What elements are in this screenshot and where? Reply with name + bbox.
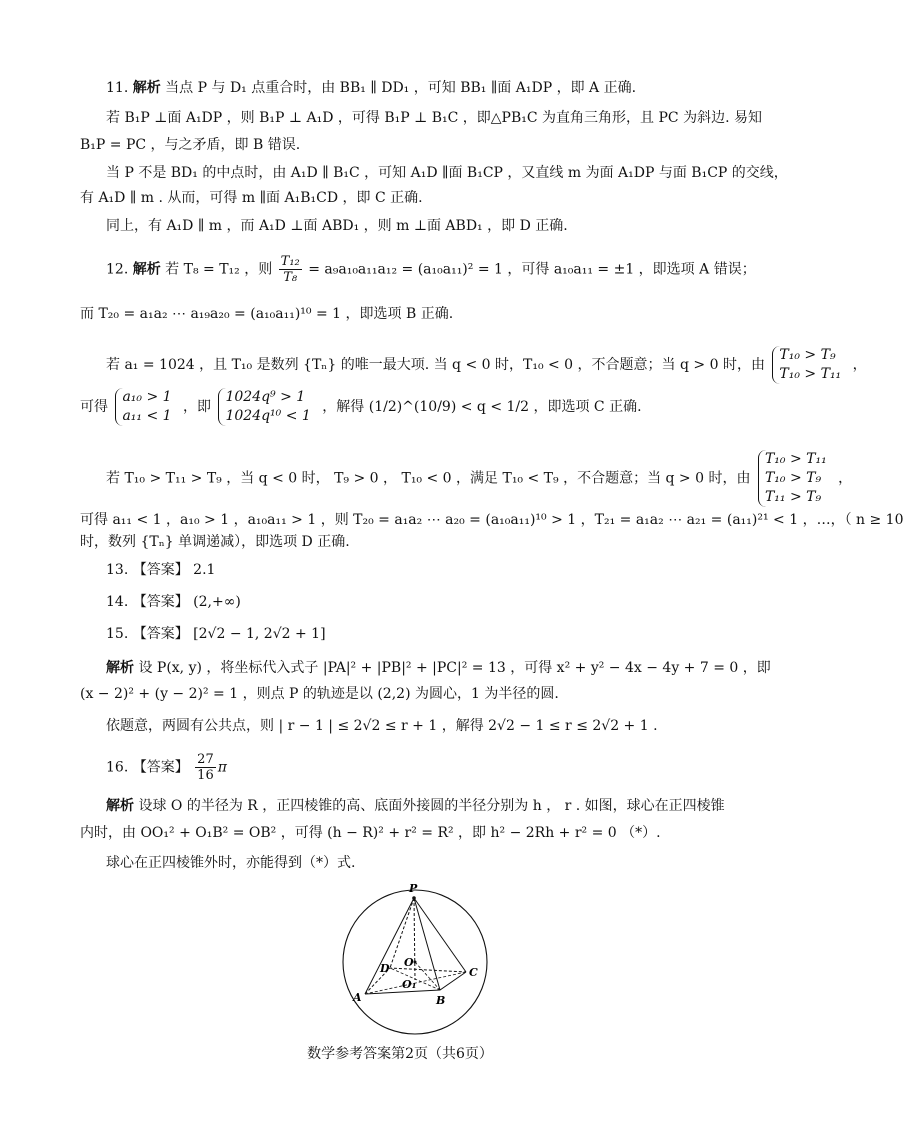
p12-line-2: 而 T₂₀ = a₁a₂ ⋯ a₁₉a₂₀ = (a₁₀a₁₁)¹⁰ = 1 ，即选项 B 正确. <box>80 306 454 322</box>
p11-line-3: B₁P = PC ，与之矛盾，即 B 错误. <box>80 137 301 153</box>
p12-system-2-row: a₁₁ < 1 <box>122 408 172 424</box>
sphere-pyramid-figure <box>340 880 490 1040</box>
p16-label: 解析 <box>106 798 134 814</box>
answer-14 <box>106 592 241 612</box>
answer-14-number: 14. <box>106 594 129 610</box>
p16-line-2: 内时，由 OO₁² + O₁B² = OB² ，可得 (h − R)² + r² = R² ，即 h² − 2Rh + r² = 0 （*）. <box>80 825 661 841</box>
answer-16-fraction <box>195 752 216 783</box>
edge-PB <box>414 898 440 990</box>
p12-line-1 <box>106 254 756 285</box>
p15-line-3: 依题意，两圆有公共点，则 | r − 1 | ≤ 2√2 ≤ r + 1 ，解得 2√2 − 1 ≤ r ≤ 2√2 + 1 . <box>106 718 658 734</box>
p15-text-1: 设 P(x, y) ，将坐标代入式子 |PA|² + |PB|² + |PC|² = 13 ，可得 x² + y² − 4x − 4y + 7 = 0 ，即 <box>138 660 771 676</box>
answer-16-pi: π <box>217 759 227 776</box>
p12-system-2 <box>115 388 175 426</box>
p12-system-4 <box>758 450 831 507</box>
p16-line-3: 球心在正四棱锥外时，亦能得到（*）式. <box>106 855 356 871</box>
p12-system-4-row: T₁₁ > T₉ <box>764 489 822 505</box>
label-P: P <box>409 882 418 895</box>
p11-text-1: 当点 P 与 D₁ 点重合时，由 BB₁ ∥ DD₁ ，可知 BB₁ ∥面 A₁DP ，即 A 正确. <box>165 80 637 96</box>
p12-fraction-numerator: T₁₂ <box>280 254 300 269</box>
p12-system-4-row: T₁₀ > T₁₁ <box>764 451 827 467</box>
answer-15 <box>106 624 326 644</box>
p12-system-3 <box>218 388 314 426</box>
height-PO1 <box>414 898 415 980</box>
page-footer: 数学参考答案第2页（共6页） <box>307 1046 493 1062</box>
answer-14-value: (2,+∞) <box>193 594 241 610</box>
p12-system-1-row: T₁₀ > T₁₁ <box>779 366 842 382</box>
p12-text-1b: = a₉a₁₀a₁₁a₁₂ = (a₁₀a₁₁)² = 1 ，可得 a₁₀a₁₁ = ±1 ，即选项 A 错误； <box>308 261 756 278</box>
p11-line-6: 同上，有 A₁D ∥ m ，而 A₁D ⊥面 ABD₁ ，则 m ⊥面 ABD₁ ，即 D 正确. <box>106 218 568 234</box>
answer-13-number: 13. <box>106 562 129 578</box>
label-O: O <box>404 956 414 969</box>
p16-line-1 <box>106 796 725 816</box>
p12-system-3-row: 1024q¹⁰ < 1 <box>225 408 311 424</box>
p12-system-1 <box>772 346 845 384</box>
answer-16 <box>106 752 227 783</box>
p12-line-7: 时，数列 {Tₙ} 单调递减），即选项 D 正确. <box>80 534 350 550</box>
label-A: A <box>353 991 362 1004</box>
label-C: C <box>469 966 478 979</box>
answer-15-label: 【答案】 <box>132 626 189 642</box>
answer-14-label: 【答案】 <box>132 594 189 610</box>
label-O1: O₁ <box>402 978 417 991</box>
apex-point <box>412 896 416 900</box>
answer-15-number: 15. <box>106 626 129 642</box>
p12-text-1a: 若 T₈ = T₁₂ ，则 <box>165 261 273 278</box>
answer-13 <box>106 560 215 580</box>
edge-PC <box>414 898 466 972</box>
p12-line-5: 若 T₁₀ > T₁₁ > T₉ ，当 q < 0 时， T₉ > 0 ， T₁₀ < 0 ，满足 T₁₀ < T₉ ，不合题意；当 q > 0 时，由 T₁₀ > T₁₁ T₁₀ > T₉ T₁₁ > T₉ ， <box>106 451 853 505</box>
p11-line-4: 当 P 不是 BD₁ 的中点时，由 A₁D ∥ B₁C ，可知 A₁D ∥面 B₁CP ，又直线 m 为面 A₁DP 与面 B₁CP 的交线， <box>106 165 788 181</box>
p15-line-1 <box>106 658 771 678</box>
p12-fraction <box>279 254 302 285</box>
p12-system-4-row: T₁₀ > T₉ <box>764 470 822 486</box>
answer-13-label: 【答案】 <box>132 562 189 578</box>
p12-line-6: 可得 a₁₁ < 1 ，a₁₀ > 1 ，a₁₀a₁₁ > 1 ，则 T₂₀ = a₁a₂ ⋯ a₂₀ = (a₁₀a₁₁)¹⁰ > 1 ，T₂₁ = a₁a₂ ⋯ a₂₁ = (a₁₁)²¹ < 1 ，…，（ n ≥ 10 <box>80 512 903 528</box>
answer-15-value: [2√2 − 1, 2√2 + 1] <box>193 626 326 642</box>
label-B: B <box>436 994 446 1007</box>
p12-text-4c: ，解得 (1/2)^(10/9) < q < 1/2 ，即选项 C 正确. <box>322 399 642 415</box>
p16-text-1: 设球 O 的半径为 R ，正四棱锥的高、底面外接圆的半径分别为 h ， r . 如图，球心在正四棱锥 <box>138 798 725 814</box>
p12-text-3: 若 a₁ = 1024 ，且 T₁₀ 是数列 {Tₙ} 的唯一最大项. 当 q < 0 时，T₁₀ < 0 ，不合题意；当 q > 0 时，由 <box>106 357 765 373</box>
label-D: D <box>380 962 390 975</box>
answer-16-numerator: 27 <box>197 752 214 767</box>
p12-text-5: 若 T₁₀ > T₁₁ > T₉ ，当 q < 0 时， T₉ > 0 ， T₁₀ < 0 ，满足 T₁₀ < T₉ ，不合题意；当 q > 0 时，由 <box>106 470 751 487</box>
answer-16-label: 【答案】 <box>132 759 189 776</box>
p12-line-3: 若 a₁ = 1024 ，且 T₁₀ 是数列 {Tₙ} 的唯一最大项. 当 q < 0 时，T₁₀ < 0 ，不合题意；当 q > 0 时，由 T₁₀ > T₉ T₁₀ > T₁₁ ， <box>106 347 867 382</box>
answer-16-denominator: 16 <box>197 768 214 783</box>
p12-system-3-row: 1024q⁹ > 1 <box>225 389 306 405</box>
p15-line-2: (x − 2)² + (y − 2)² = 1 ，则点 P 的轨迹是以 (2,2) 为圆心，1 为半径的圆. <box>80 686 559 702</box>
answer-13-value: 2.1 <box>193 562 216 578</box>
p11-line-5: 有 A₁D ∥ m . 从而，可得 m ∥面 A₁B₁CD ，即 C 正确. <box>80 190 423 206</box>
p12-number: 12. <box>106 261 129 278</box>
p12-system-1-row: T₁₀ > T₉ <box>779 347 836 363</box>
p15-label: 解析 <box>106 660 134 676</box>
center-point <box>414 961 417 964</box>
p11-number: 11. <box>106 80 129 96</box>
p12-label: 解析 <box>132 261 161 278</box>
p11-label: 解析 <box>132 80 161 96</box>
answer-16-number: 16. <box>106 759 129 776</box>
p12-text-4b: ，即 <box>183 399 212 415</box>
p12-fraction-denominator: T₈ <box>283 270 298 285</box>
p11-line-1 <box>106 78 636 98</box>
p11-line-2: 若 B₁P ⊥面 A₁DP ，则 B₁P ⊥ A₁D ，可得 B₁P ⊥ B₁C ，即△PB₁C 为直角三角形，且 PC 为斜边. 易知 <box>106 110 762 126</box>
p12-line-4 <box>80 388 642 426</box>
p12-text-4a: 可得 <box>80 399 108 415</box>
p12-system-2-row: a₁₀ > 1 <box>122 389 172 405</box>
